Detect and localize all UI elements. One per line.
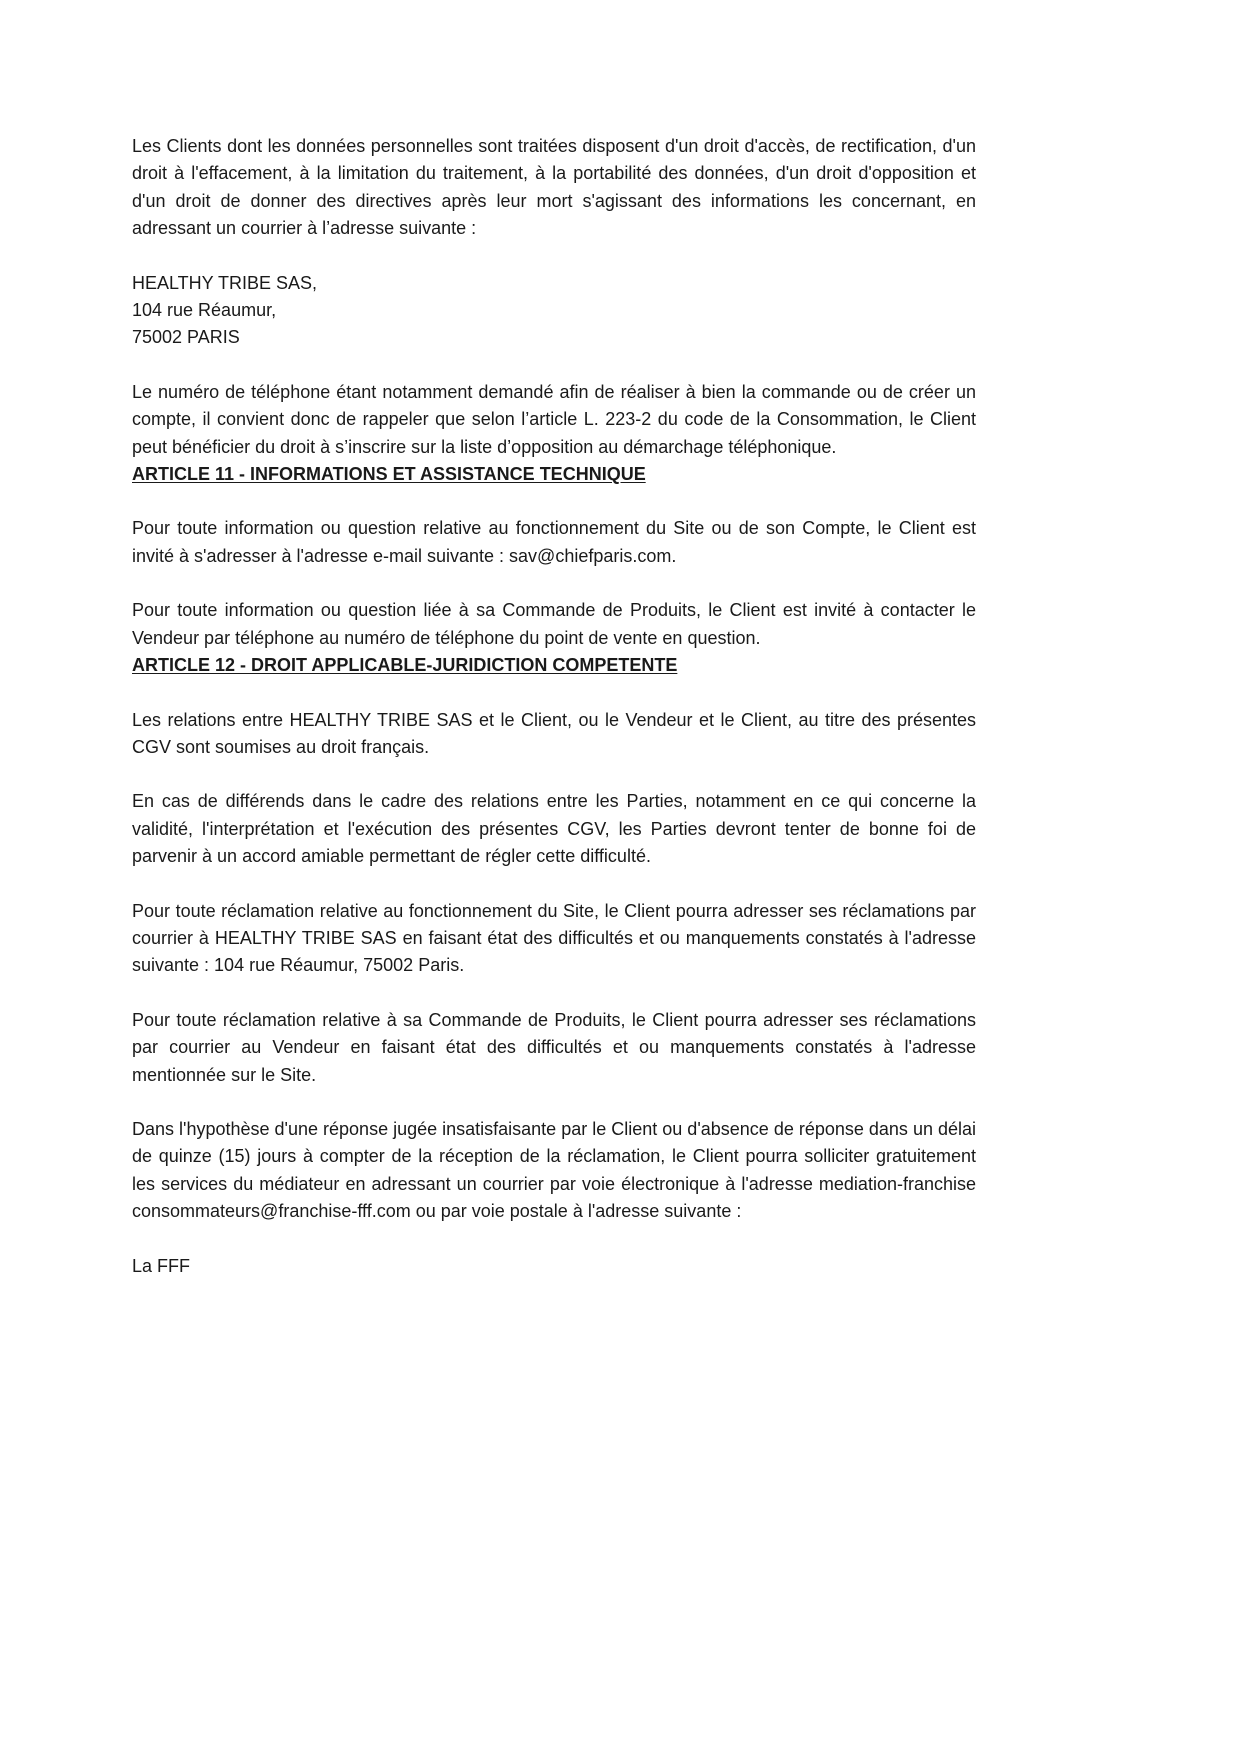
article-11-heading: ARTICLE 11 - INFORMATIONS ET ASSISTANCE TECHNIQUE xyxy=(132,464,646,485)
phone-paragraph: Le numéro de téléphone étant notamment demandé afin de réaliser à bien la commande ou de créer un compte, il convient donc de rappeler que selon l’article L. 223-2 du code de la Consommation, le Client peut bénéficier du droit à s’inscrire sur la liste d’opposition au démarchage téléphonique. xyxy=(132,381,976,457)
address-line-company: HEALTHY TRIBE SAS, xyxy=(132,272,318,293)
article-12-paragraph: Pour toute réclamation relative à sa Commande de Produits, le Client pourra adresser ses réclamations par courrier au Vendeur en faisant état des difficultés et ou manquements constatés à l'adresse mentionnée sur le Site. xyxy=(132,1009,976,1085)
article-11-paragraph: Pour toute information ou question relative au fonctionnement du Site ou de son Compte, le Client est invité à s'adresser à l'adresse e-mail suivante : sav@chiefparis.com. xyxy=(132,518,976,566)
article-11-paragraph: Pour toute information ou question liée à sa Commande de Produits, le Client est invité à contacter le Vendeur par téléphone au numéro de téléphone du point de vente en question. xyxy=(132,600,976,648)
article-12-paragraph: Dans l'hypothèse d'une réponse jugée insatisfaisante par le Client ou d'absence de réponse dans un délai de quinze (15) jours à compter de la réception de la réclamation, le Client pourra solliciter gratuitement les services du médiateur en adressant un courrier par voie électronique à l'adresse mediation-franchise consommateurs@franchise-fff.com ou par voie postale à l'adresse suivante : xyxy=(132,1118,976,1222)
article-12-paragraph: En cas de différends dans le cadre des relations entre les Parties, notamment en ce qui concerne la validité, l'interprétation et l'exécution des présentes CGV, les Parties devront tenter de bonne foi de parvenir à un accord amiable permettant de régler cette difficulté. xyxy=(132,791,976,867)
article-12-paragraph: Les relations entre HEALTHY TRIBE SAS et le Client, ou le Vendeur et le Client, au titre des présentes CGV sont soumises au droit français. xyxy=(132,709,976,757)
article-12-heading: ARTICLE 12 - DROIT APPLICABLE-JURIDICTION COMPETENTE xyxy=(132,655,678,676)
rights-paragraph: Les Clients dont les données personnelles sont traitées disposent d'un droit d'accès, de rectification, d'un droit à l'effacement, à la limitation du traitement, à la portabilité des données, d'un droit d'opposition et d'un droit de donner des directives après leur mort s'agissant des informations les concernant, en adressant un courrier à l’adresse suivante : xyxy=(132,136,976,239)
article-12-paragraph: Pour toute réclamation relative au fonctionnement du Site, le Client pourra adresser ses réclamations par courrier à HEALTHY TRIBE SAS en faisant état des difficultés et ou manquements constatés à l'adresse suivante : 104 rue Réaumur, 75002 Paris. xyxy=(132,900,976,976)
address-line-city: 75002 PARIS xyxy=(132,327,240,348)
closing-line: La FFF xyxy=(132,1255,191,1276)
postal-address xyxy=(132,270,976,352)
address-line-street: 104 rue Réaumur, xyxy=(132,300,277,321)
document-body xyxy=(132,133,976,1280)
